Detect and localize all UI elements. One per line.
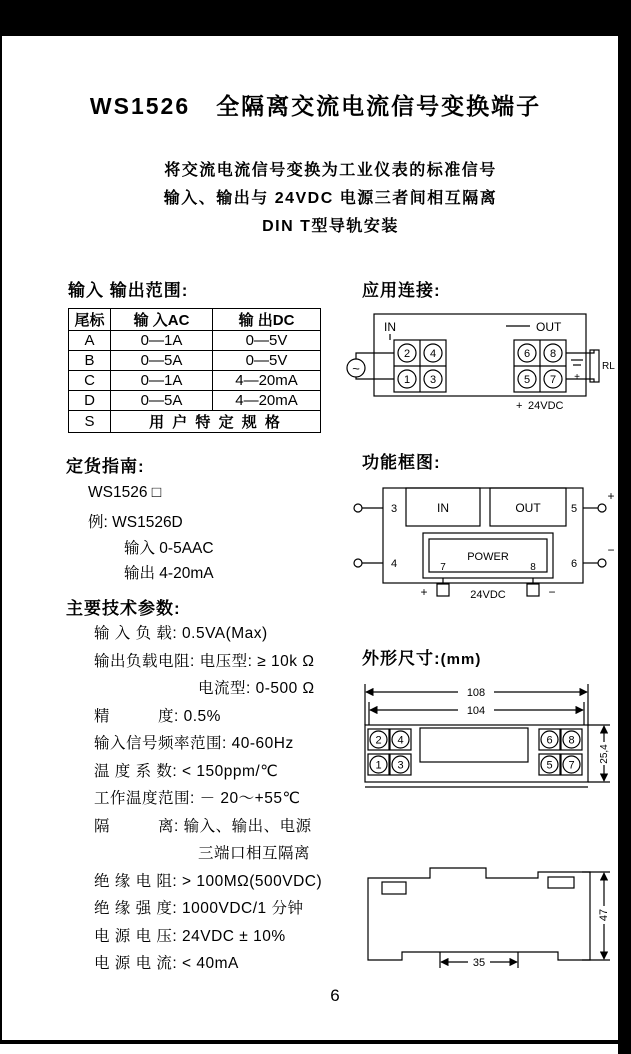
terminal-7: 7 <box>549 374 557 386</box>
dim-35: 35 <box>472 957 486 969</box>
cell-code: D <box>69 391 111 411</box>
cell-input: 0—5A <box>111 351 213 371</box>
tech-params-list <box>94 620 322 978</box>
func-terminal-3: 3 <box>390 503 398 515</box>
cell-code: A <box>69 331 111 351</box>
func-in-label: IN <box>437 501 449 515</box>
terminal-6: 6 <box>523 348 531 360</box>
io-table-header-row <box>69 309 321 331</box>
func-power-label: POWER <box>467 551 509 563</box>
param-line: 隔 离: 输入、输出、电源 <box>94 817 312 835</box>
plus-sign: + <box>574 372 580 383</box>
table-row <box>69 391 321 411</box>
title-product-name: 全隔离交流电流信号变换端子 <box>216 93 542 119</box>
supply-label: 24VDC <box>528 400 564 412</box>
cell-custom-spec: 用 户 特 定 规 格 <box>111 411 321 433</box>
app-right-terminal-block <box>514 340 566 392</box>
cell-code: B <box>69 351 111 371</box>
supply-terminal-square <box>437 584 449 596</box>
terminal-circle <box>598 504 606 512</box>
terminal-4: 4 <box>397 734 404 747</box>
col-header-output-dc: 输 出DC <box>213 309 321 331</box>
supply-minus-sign: − <box>548 585 556 599</box>
supply-terminal-square <box>527 584 539 596</box>
subtitle-line-3: DIN T型导轨安装 <box>262 218 399 235</box>
outline-heading <box>362 644 481 669</box>
outline-side-view <box>352 856 620 984</box>
ac-source-icon <box>347 353 394 379</box>
terminal-1: 1 <box>375 759 382 772</box>
cell-output: 4—20mA <box>213 371 321 391</box>
table-row-special <box>69 411 321 433</box>
dim-104: 104 <box>466 705 486 717</box>
supply-plus-sign: + <box>516 400 523 412</box>
cell-code: C <box>69 371 111 391</box>
terminal-1: 1 <box>403 374 411 386</box>
terminal-5: 5 <box>523 374 531 386</box>
terminal-2: 2 <box>403 348 411 360</box>
terminal-3: 3 <box>397 759 404 772</box>
param-line: 输出负载电阻: 电压型: ≥ 10k Ω <box>94 652 315 670</box>
param-line: 电流型: 0-500 Ω <box>198 680 315 697</box>
dim-108: 108 <box>466 687 486 699</box>
func-terminal-4: 4 <box>390 558 398 570</box>
param-line: 绝 缘 电 阻: > 100MΩ(500VDC) <box>94 872 323 890</box>
supply-plus-sign: + <box>420 585 428 599</box>
func-minus-sign: − <box>607 543 615 557</box>
ordering-example-line: 例: WS1526D <box>88 514 183 531</box>
ordering-model-line: WS1526 □ <box>88 484 162 501</box>
scan-edge-bottom <box>0 1040 631 1044</box>
terminal-circle <box>598 559 606 567</box>
table-row <box>69 371 321 391</box>
scan-edge-left <box>0 36 2 1040</box>
app-left-terminal-block <box>394 340 446 392</box>
param-line: 精 度: 0.5% <box>94 707 221 725</box>
param-line: 电 源 电 流: < 40mA <box>94 955 239 972</box>
application-connection-diagram <box>344 306 622 414</box>
io-range-table <box>68 308 321 433</box>
terminal-5: 5 <box>546 759 553 772</box>
cell-input: 0—5A <box>111 391 213 411</box>
func-terminal-5: 5 <box>570 503 578 515</box>
ordering-example-input: 输入 0-5AAC <box>124 540 214 557</box>
scan-edge-top <box>0 0 631 36</box>
param-line: 输入信号频率范围: 40-60Hz <box>94 735 294 752</box>
terminal-8: 8 <box>568 734 575 747</box>
outline-unit: (mm) <box>440 651 482 668</box>
title-model: WS1526 <box>89 93 191 119</box>
tech-params-heading: 主要技术参数: <box>66 599 181 618</box>
terminal-8: 8 <box>549 348 557 360</box>
terminal-circle <box>354 504 362 512</box>
cell-input: 0—1A <box>111 331 213 351</box>
front-left-terminals <box>368 729 411 775</box>
dim-47: 47 <box>598 908 610 922</box>
ordering-example-output: 输出 4-20mA <box>124 565 214 582</box>
load-resistor-label: RL <box>602 361 615 372</box>
param-line: 电 源 电 压: 24VDC ± 10% <box>94 927 286 945</box>
app-connection-heading: 应用连接: <box>362 281 441 300</box>
cell-output: 0—5V <box>213 351 321 371</box>
table-row <box>69 331 321 351</box>
func-terminal-6: 6 <box>570 558 578 570</box>
col-header-input-ac: 输 入AC <box>111 309 213 331</box>
terminal-circle <box>354 559 362 567</box>
app-in-label: IN <box>384 320 396 334</box>
dim-25-4: 25,4 <box>599 744 610 764</box>
front-right-terminals <box>539 729 582 775</box>
func-supply-label: 24VDC <box>470 589 506 601</box>
page-number: 6 <box>330 986 340 1005</box>
func-diagram-heading: 功能框图: <box>362 453 441 472</box>
cell-output: 4—20mA <box>213 391 321 411</box>
app-out-label: OUT <box>536 320 562 334</box>
terminal-6: 6 <box>546 734 553 747</box>
terminal-4: 4 <box>429 348 437 360</box>
terminal-3: 3 <box>429 374 437 386</box>
function-block-diagram <box>344 474 622 604</box>
func-terminal-8: 8 <box>530 562 536 573</box>
subtitle-line-2: 输入、输出与 24VDC 电源三者间相互隔离 <box>163 190 498 207</box>
front-center-window <box>420 728 528 762</box>
subtitle-line-1: 将交流电流信号变换为工业仪表的标准信号 <box>164 162 497 179</box>
outline-front-view <box>352 670 620 802</box>
col-header-suffix: 尾标 <box>69 309 111 331</box>
param-line: 输 入 负 载: 0.5VA(Max) <box>94 625 268 642</box>
table-row <box>69 351 321 371</box>
scan-edge-right <box>618 0 631 1054</box>
io-range-heading: 输入 输出范围: <box>68 281 189 300</box>
cell-output: 0—5V <box>213 331 321 351</box>
ac-source-symbol: ~ <box>352 361 360 376</box>
terminal-7: 7 <box>568 759 575 772</box>
page-title <box>0 88 631 121</box>
param-line: 三端口相互隔离 <box>198 845 311 862</box>
terminal-2: 2 <box>375 734 382 747</box>
param-line: 绝 缘 强 度: 1000VDC/1 分钟 <box>94 900 304 917</box>
param-line: 工作温度范围: － 20～+55℃ <box>94 790 301 807</box>
ordering-heading: 定货指南: <box>66 457 145 476</box>
func-terminal-7: 7 <box>440 562 446 573</box>
cell-code: S <box>69 411 111 433</box>
outline-heading-text: 外形尺寸: <box>362 649 441 668</box>
func-out-label: OUT <box>515 501 541 515</box>
func-plus-sign: + <box>607 489 615 503</box>
param-line: 温 度 系 数: < 150ppm/℃ <box>94 762 279 780</box>
cell-input: 0—1A <box>111 371 213 391</box>
